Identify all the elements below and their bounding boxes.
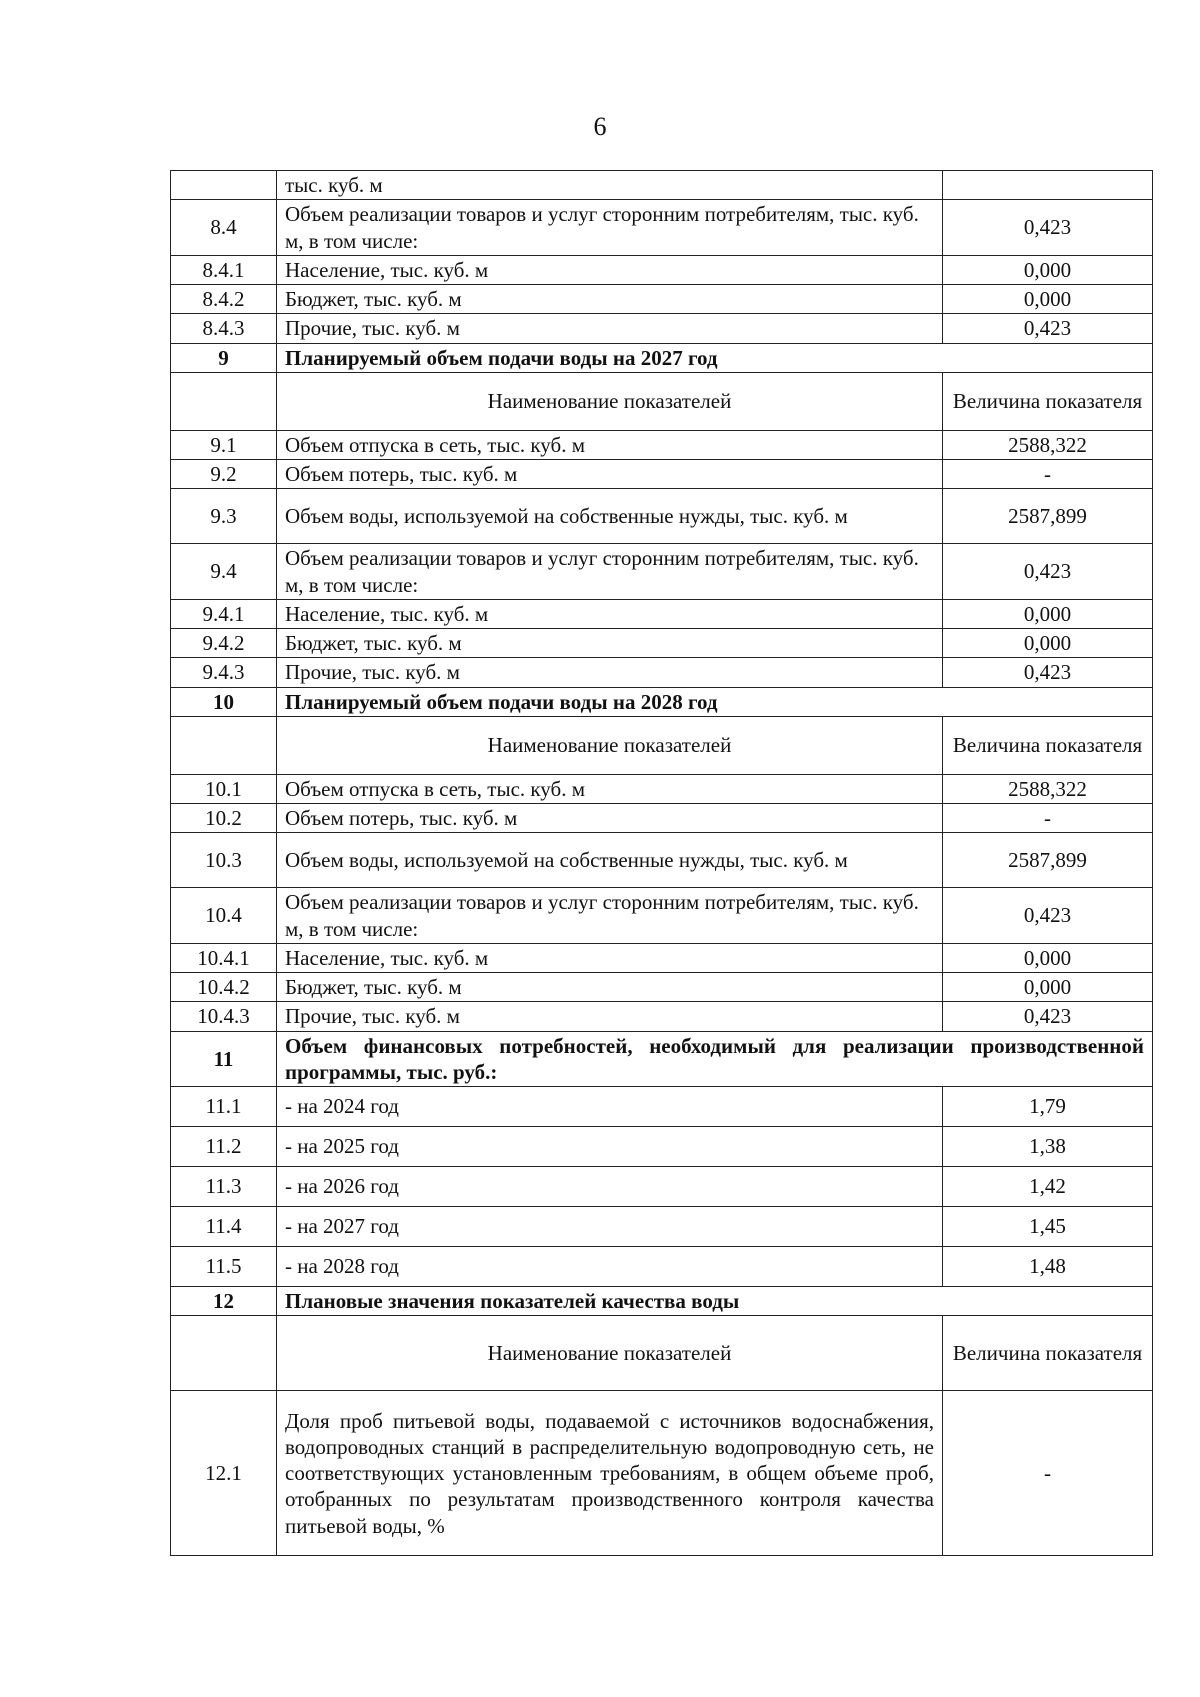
table-row [171,658,1153,687]
row-value: 0,423 [943,888,1153,944]
table-row [171,1087,1153,1127]
table-row [171,973,1153,1002]
row-number: 8.4.2 [171,285,277,314]
row-name: Объем реализации товаров и услуг сторонним потребителям, тыс. куб. м, в том числе: [277,544,943,600]
row-value: 0,423 [943,544,1153,600]
row-value: 1,79 [943,1087,1153,1127]
section-title: Планируемый объем подачи воды на 2027 год [277,343,1153,372]
section-title: Плановые значения показателей качества воды [277,1287,1153,1316]
header-value: Величина показателя [943,716,1153,774]
row-name: - на 2028 год [277,1247,943,1287]
row-name: Население, тыс. куб. м [277,943,943,972]
section-title: Объем финансовых потребностей, необходимый для реализации производственной программы, тыс. руб.: [277,1031,1153,1087]
row-number: 9.4.2 [171,629,277,658]
table-row [171,1002,1153,1031]
table-row [171,430,1153,459]
row-name: Объем потерь, тыс. куб. м [277,804,943,833]
row-number [171,171,277,200]
row-name: Население, тыс. куб. м [277,599,943,628]
section-row [171,1031,1153,1087]
header-number-cell [171,716,277,774]
row-number: 10.4.3 [171,1002,277,1031]
section-number: 12 [171,1287,277,1316]
table-row [171,1391,1153,1556]
row-number: 9.1 [171,430,277,459]
row-name: - на 2024 год [277,1087,943,1127]
section-number: 10 [171,687,277,716]
row-value: 2588,322 [943,430,1153,459]
row-value: 1,45 [943,1207,1153,1247]
row-number: 9.4 [171,544,277,600]
row-number: 11.1 [171,1087,277,1127]
header-value: Величина показателя [943,1316,1153,1391]
page-number: 6 [593,112,607,141]
table-row [171,1247,1153,1287]
row-name: Бюджет, тыс. куб. м [277,285,943,314]
row-number: 10.3 [171,833,277,888]
row-number: 9.2 [171,460,277,489]
row-value: 0,423 [943,200,1153,256]
row-number: 9.4.1 [171,599,277,628]
row-name: Объем воды, используемой на собственные нужды, тыс. куб. м [277,489,943,544]
row-number: 9.4.3 [171,658,277,687]
row-name: Бюджет, тыс. куб. м [277,629,943,658]
table-row [171,460,1153,489]
header-name: Наименование показателей [277,372,943,430]
row-number: 11.3 [171,1167,277,1207]
row-value: 0,423 [943,658,1153,687]
table-row [171,1207,1153,1247]
section-number: 9 [171,343,277,372]
indicators-table [170,170,1153,1556]
row-value: 0,423 [943,1002,1153,1031]
column-header-row [171,372,1153,430]
row-number: 10.4.2 [171,973,277,1002]
row-name: Прочие, тыс. куб. м [277,314,943,343]
row-name: Доля проб питьевой воды, подаваемой с источников водоснабжения, водопроводных станций в распределительную водопроводную сеть, не соответствующих установленным требованиям, в общем объеме проб, отобранных по результатам производственного контроля качества питьевой воды, % [277,1391,943,1556]
row-number: 10.4 [171,888,277,944]
row-number: 8.4 [171,200,277,256]
row-value: 1,48 [943,1247,1153,1287]
row-value: - [943,460,1153,489]
row-number: 11.2 [171,1127,277,1167]
table-row [171,1167,1153,1207]
row-value: 2587,899 [943,489,1153,544]
row-name: Прочие, тыс. куб. м [277,658,943,687]
header-number-cell [171,1316,277,1391]
row-name: Объем отпуска в сеть, тыс. куб. м [277,430,943,459]
row-value: 1,38 [943,1127,1153,1167]
table-row [171,1127,1153,1167]
table-row [171,888,1153,944]
header-number-cell [171,372,277,430]
row-number: 8.4.1 [171,255,277,284]
row-value: 0,000 [943,599,1153,628]
header-name: Наименование показателей [277,716,943,774]
row-number: 9.3 [171,489,277,544]
row-name: Прочие, тыс. куб. м [277,1002,943,1031]
section-title: Планируемый объем подачи воды на 2028 год [277,687,1153,716]
row-value: - [943,804,1153,833]
row-name: тыс. куб. м [277,171,943,200]
table-row [171,804,1153,833]
table-row [171,314,1153,343]
row-name: - на 2025 год [277,1127,943,1167]
section-row [171,687,1153,716]
table-row [171,489,1153,544]
row-name: Объем потерь, тыс. куб. м [277,460,943,489]
row-value: 0,000 [943,629,1153,658]
row-value: 0,000 [943,943,1153,972]
table-row [171,544,1153,600]
table-row [171,200,1153,256]
row-value: 2588,322 [943,774,1153,803]
row-value: 0,423 [943,314,1153,343]
table-row [171,171,1153,200]
row-number: 8.4.3 [171,314,277,343]
row-number: 12.1 [171,1391,277,1556]
row-name: Объем отпуска в сеть, тыс. куб. м [277,774,943,803]
row-value [943,171,1153,200]
table-row [171,629,1153,658]
row-number: 11.4 [171,1207,277,1247]
row-name: Бюджет, тыс. куб. м [277,973,943,1002]
table-row [171,774,1153,803]
row-value: 1,42 [943,1167,1153,1207]
row-value: - [943,1391,1153,1556]
row-number: 10.2 [171,804,277,833]
row-name: Объем воды, используемой на собственные нужды, тыс. куб. м [277,833,943,888]
row-name: Объем реализации товаров и услуг сторонним потребителям, тыс. куб. м, в том числе: [277,888,943,944]
column-header-row [171,716,1153,774]
row-value: 0,000 [943,285,1153,314]
row-number: 10.1 [171,774,277,803]
table-row [171,599,1153,628]
section-number: 11 [171,1031,277,1087]
row-number: 10.4.1 [171,943,277,972]
row-name: Население, тыс. куб. м [277,255,943,284]
column-header-row [171,1316,1153,1391]
row-name: - на 2026 год [277,1167,943,1207]
table-row [171,833,1153,888]
row-value: 2587,899 [943,833,1153,888]
row-name: Объем реализации товаров и услуг сторонним потребителям, тыс. куб. м, в том числе: [277,200,943,256]
row-name: - на 2027 год [277,1207,943,1247]
table-row [171,255,1153,284]
row-number: 11.5 [171,1247,277,1287]
header-value: Величина показателя [943,372,1153,430]
section-row [171,1287,1153,1316]
table-row [171,943,1153,972]
row-value: 0,000 [943,973,1153,1002]
section-row [171,343,1153,372]
header-name: Наименование показателей [277,1316,943,1391]
table-row [171,285,1153,314]
row-value: 0,000 [943,255,1153,284]
